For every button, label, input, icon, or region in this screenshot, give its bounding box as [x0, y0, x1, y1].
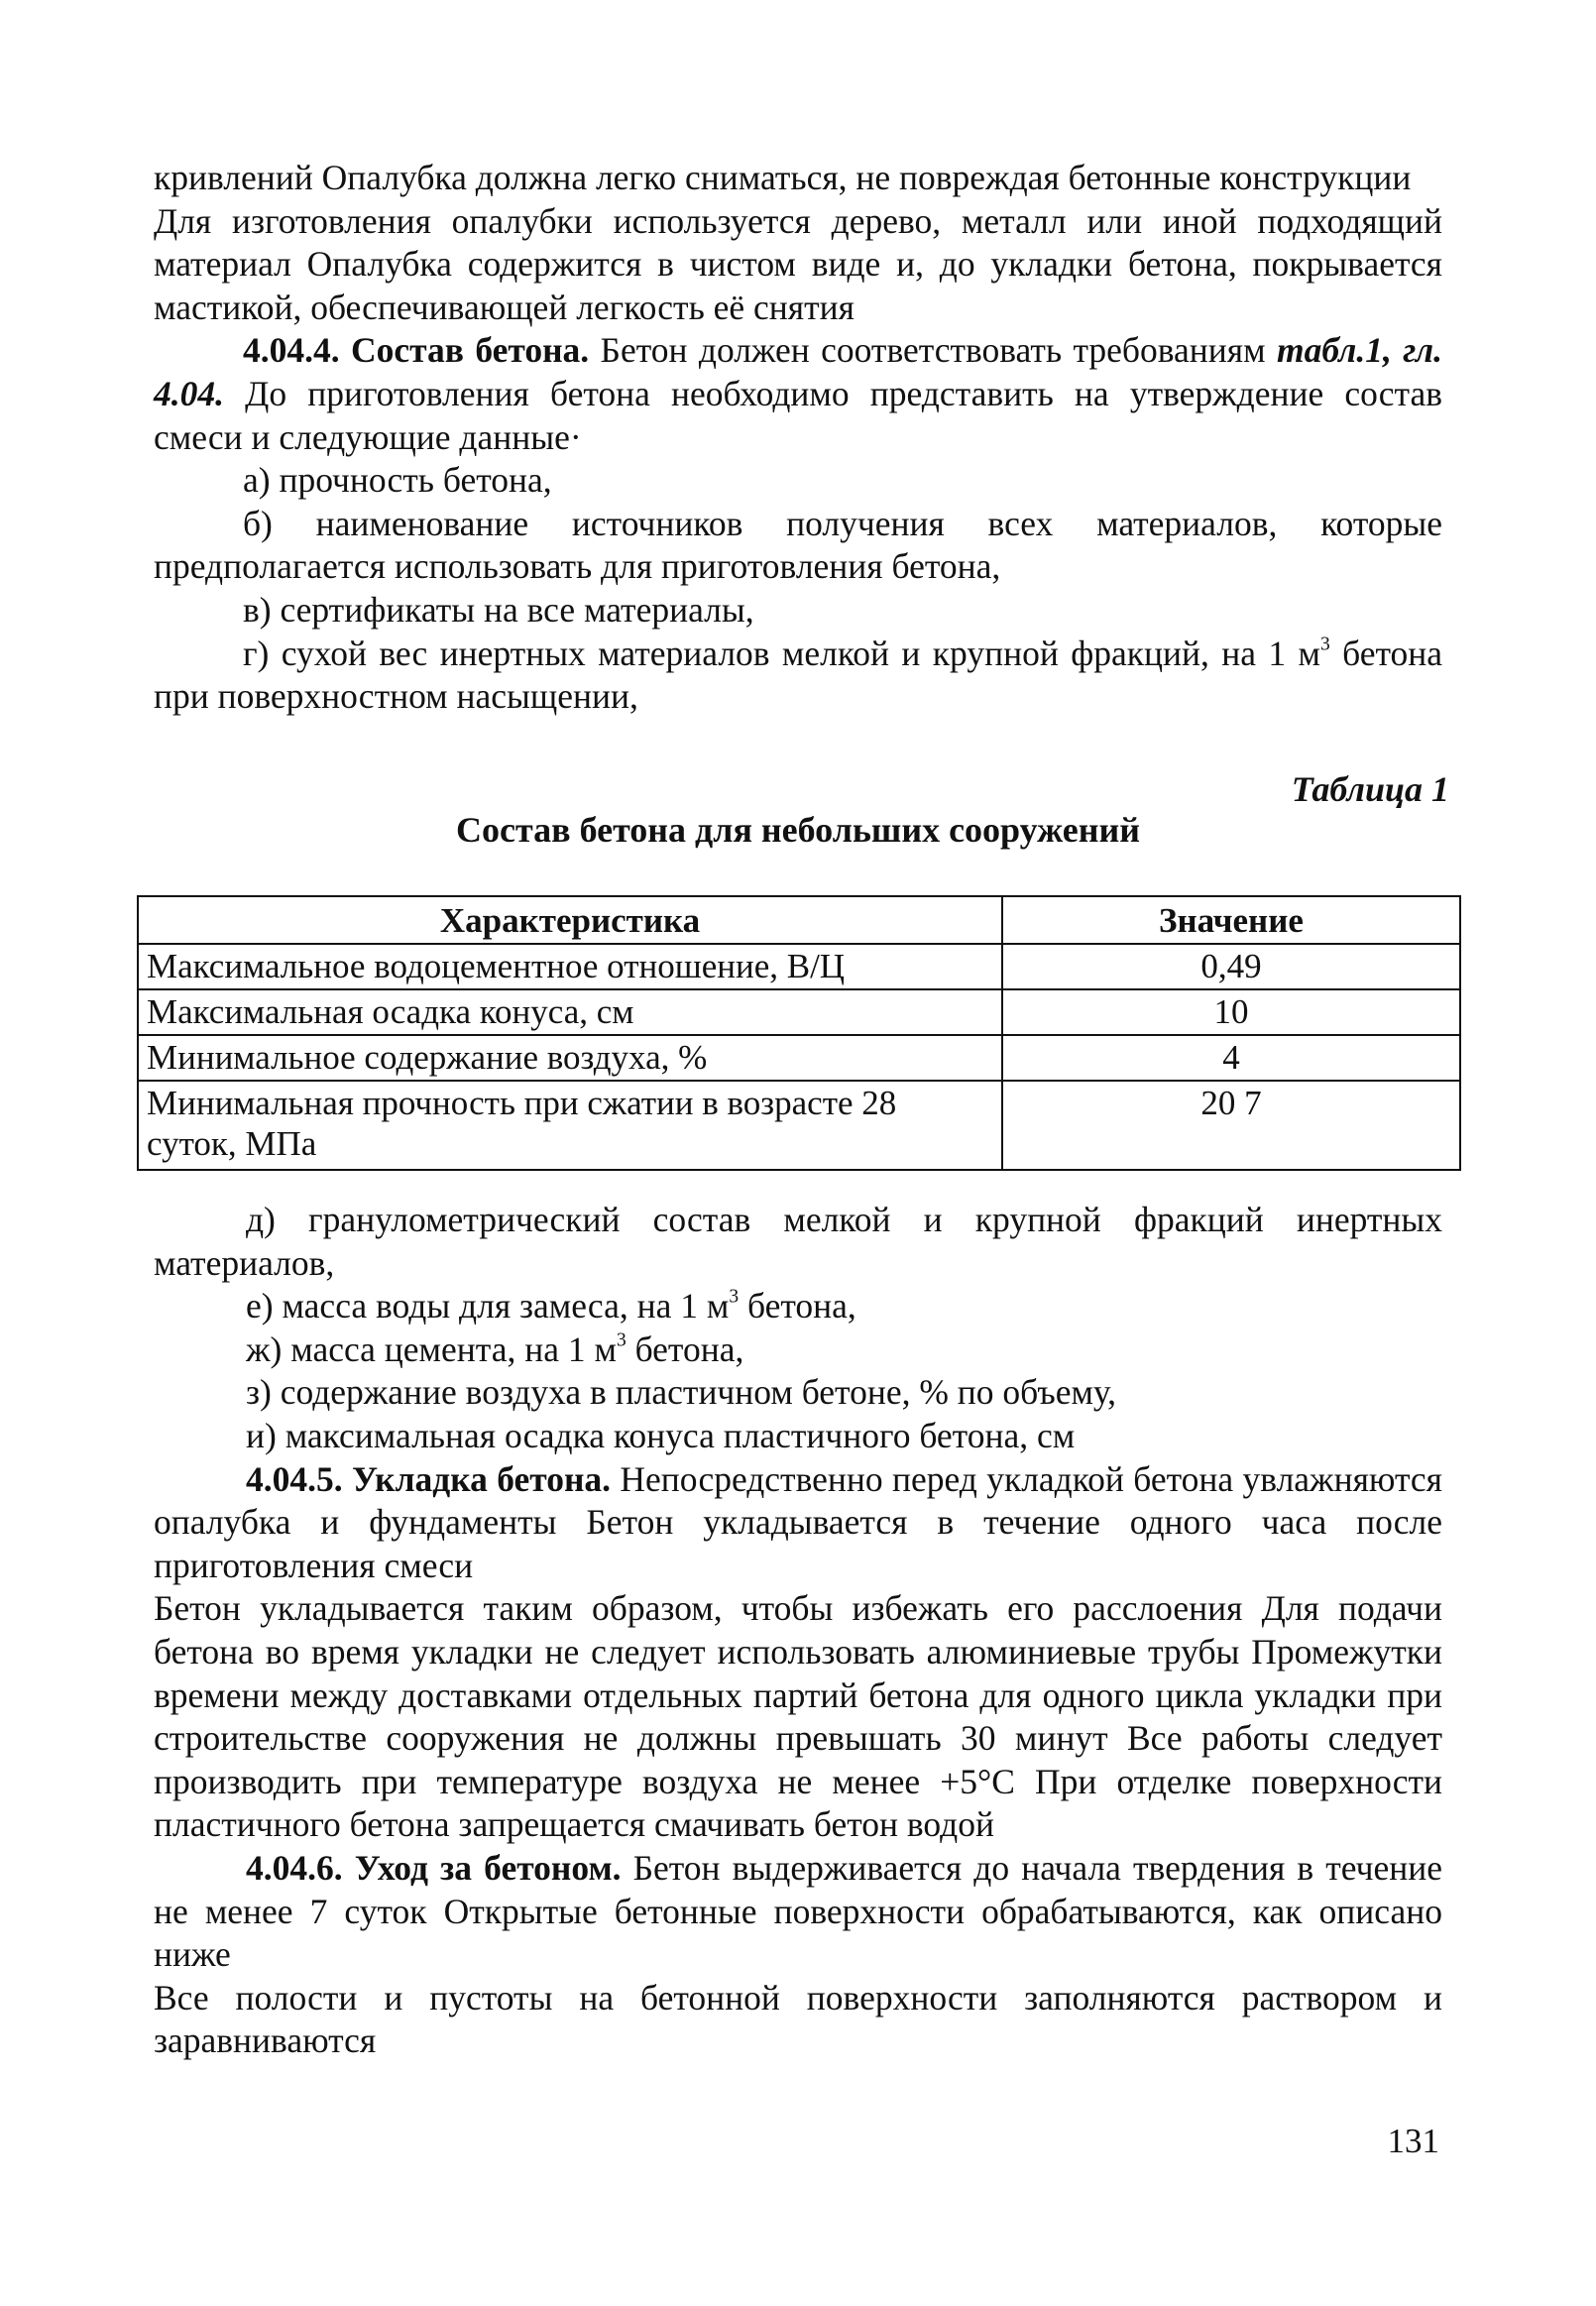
list-item-text: бетона при поверхностном насыщении,: [154, 633, 1442, 717]
section-heading: 4.04.5. Укладка бетона.: [246, 1458, 612, 1499]
paragraph: Для изготовления опалубки используется дерево, металл или иной подходящий материал Опалубка содержится в чистом виде и, до укладки бетона, покрывается мастикой, обеспечивающей легкость её снятия: [154, 200, 1442, 327]
column-header: Значение: [1002, 896, 1460, 944]
list-item: в) сертификаты на все материалы,: [243, 589, 754, 630]
list-item-text: г) сухой вес инертных материалов мелкой и крупной фракций, на 1 м: [243, 633, 1320, 673]
table-cell: 20 7: [1002, 1081, 1460, 1170]
list-item-text: ж) масса цемента, на 1 м: [246, 1328, 617, 1369]
table-row: [138, 989, 1460, 1035]
section-text: Бетон выдерживается до начала твердения в течение не менее 7 суток Открытые бетонные поверхности обрабатываются, как описано ниже: [154, 1847, 1442, 1975]
list-item: [154, 1285, 1442, 1328]
table-cell: Максимальная осадка конуса, см: [138, 989, 1002, 1035]
table-title: Состав бетона для небольших сооружений: [456, 810, 1140, 850]
section-text: До приготовления бетона необходимо представить на утверждение состав смеси и следующие данные·: [154, 373, 1442, 457]
table-cell: 0,49: [1002, 944, 1460, 989]
table-label: Таблица 1: [1291, 769, 1449, 809]
list-item: д) гранулометрический состав мелкой и крупной фракций инертных материалов,: [154, 1200, 1442, 1283]
list-item: з) содержание воздуха в пластичном бетоне, % по объему,: [246, 1372, 1117, 1413]
superscript: 3: [729, 1286, 740, 1308]
concrete-composition-table: [137, 895, 1461, 1171]
table-cell: 4: [1002, 1035, 1460, 1081]
table-cell: Максимальное водоцементное отношение, В/Ц: [138, 944, 1002, 989]
list-item: и) максимальная осадка конуса пластичного бетона, см: [246, 1415, 1076, 1455]
table-row: [138, 1035, 1460, 1081]
list-item: б) наименование источников получения всех материалов, которые предполагается использовать для приготовления бетона,: [154, 503, 1442, 587]
page-number: 131: [1387, 2122, 1439, 2160]
list-item-text: е) масса воды для замеса, на 1 м: [246, 1286, 730, 1326]
column-header: Характеристика: [138, 896, 1002, 944]
superscript: 3: [616, 1329, 627, 1351]
list-item-text: бетона,: [739, 1286, 856, 1326]
table-cell: 10: [1002, 989, 1460, 1035]
section-4-04-4: [154, 329, 1442, 459]
section-heading: 4.04.6. Уход за бетоном.: [246, 1847, 622, 1888]
table-header-row: [138, 896, 1460, 944]
section-text: Непосредственно перед укладкой бетона увлажняются опалубка и фундаменты Бетон укладывается в течение одного часа после приготовления смеси: [154, 1458, 1442, 1585]
list-item-text: бетона,: [626, 1328, 744, 1369]
section-4-04-5: [154, 1458, 1442, 1588]
section-4-04-6: [154, 1847, 1442, 1977]
paragraph: Бетон укладывается таким образом, чтобы избежать его расслоения Для подачи бетона во время укладки не следует использовать алюминиевые трубы Промежутки времени между доставками отдельных партий бетона для одного цикла укладки при строительстве сооружения не должны превышать 30 минут Все работы следует производить при температуре воздуха не менее +5°С При отделке поверхности пластичного бетона запрещается смачивать бетон водой: [154, 1588, 1442, 1845]
body-text-bottom: [154, 1199, 1442, 2063]
body-text-top: [154, 157, 1442, 719]
paragraph: Все полости и пустоты на бетонной поверхности заполняются раствором и заравниваются: [154, 1977, 1442, 2061]
table-reference: табл.1, гл. 4.04.: [154, 330, 1442, 413]
list-item: [154, 1328, 1442, 1372]
table-row: [138, 1081, 1460, 1170]
table-cell: Минимальная прочность при сжатии в возрасте 28 суток, МПа: [138, 1081, 1002, 1170]
list-item: а) прочность бетона,: [243, 460, 552, 501]
paragraph: кривлений Опалубка должна легко сниматься, не повреждая бетонные конструкции: [154, 158, 1412, 197]
table-row: [138, 944, 1460, 989]
superscript: 3: [1319, 633, 1330, 654]
table-cell: Минимальное содержание воздуха, %: [138, 1035, 1002, 1081]
list-item: [154, 633, 1442, 719]
section-heading: 4.04.4. Состав бетона.: [243, 330, 590, 371]
section-text: Бетон должен соответствовать требованиям: [589, 330, 1277, 371]
